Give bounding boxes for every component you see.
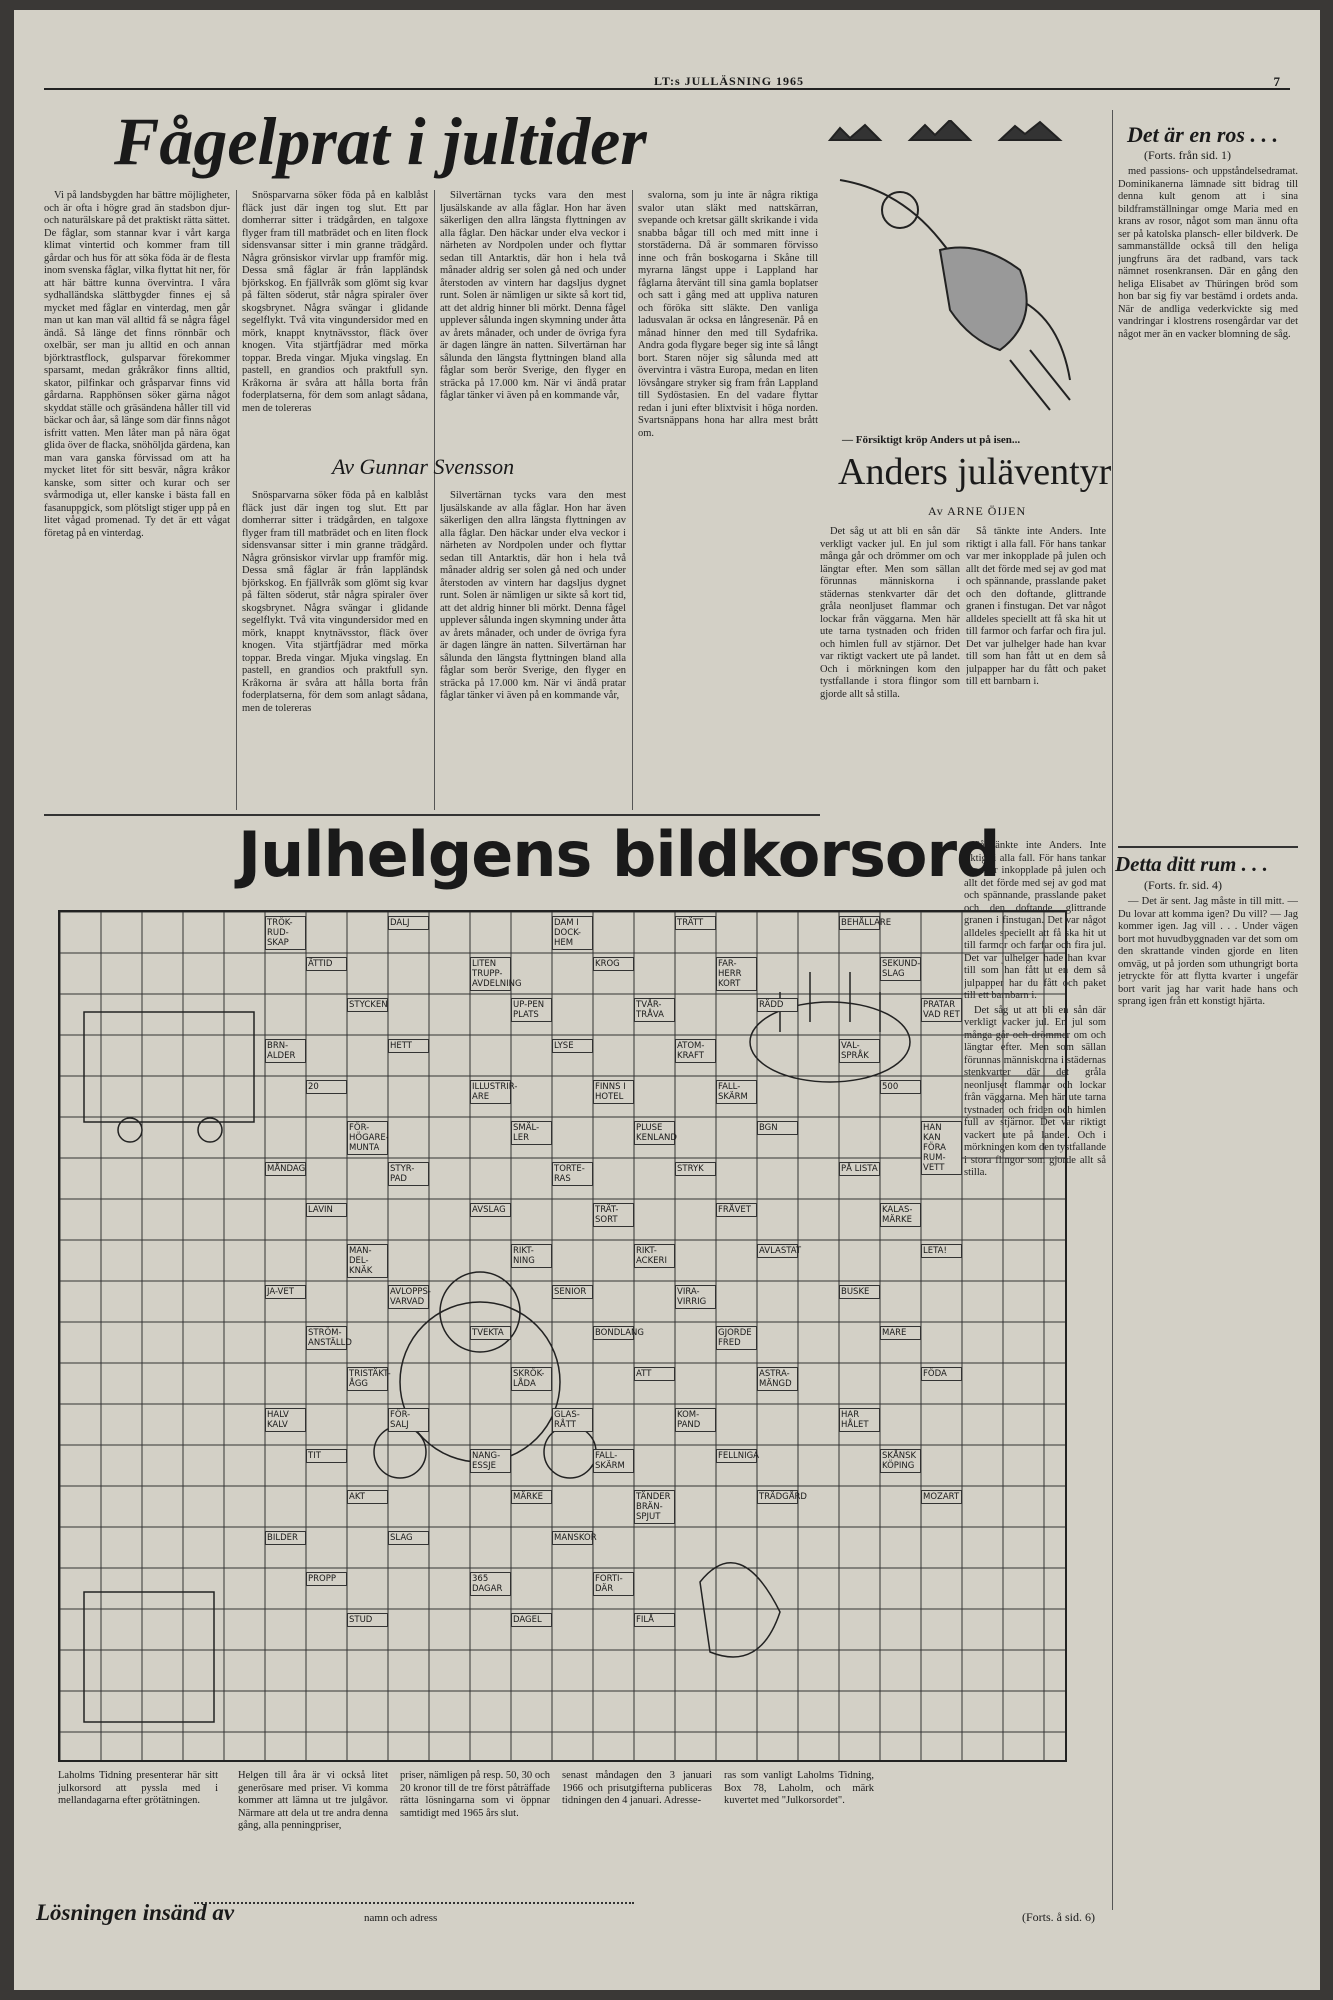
crossword-clue: TÄNDER BRÄN-SPJUT [634, 1490, 675, 1524]
article-text: Snösparvarna söker föda på en kalblåst fläck just där ingen tog slut. Ett par domherrar sitter i trädgården, en talgoxe flyger fram till matbrädet och en liten flock sidensvansar sitter i min granne trädgård. Några grönsiskor virvlar upp framför mig. Dessa små fåglar är från lappländsk björkskog. En fjällvråk som glömt sig kvar på fälten söderut, står några spiraler över skogsbrynet. Några svängar i glidande segelflykt. Två vita vingundersidor med en mörk, knappt knytnävsstor, fläck över knogen. Vita stjärtfjädrar med mörka toppar. Breda vingar. Mjuka vingslag. En pastell, en grandios och praktfull syn. Kråkorna är svåra att hålla borta från foderplatserna, för dem som anlagt sådana, men de tolereras [242, 190, 428, 414]
crossword-clue: STYR-PAD [388, 1162, 429, 1186]
crossword-clue: MANSKOR [554, 1533, 597, 1543]
crossword-clue: MOZART [921, 1490, 962, 1504]
story-column-2 [966, 526, 1106, 826]
crossword-clue: PÅ LISTA [839, 1162, 880, 1176]
crossword-clue: FÖR-SALJ [388, 1408, 429, 1432]
crossword-clue: AKT [347, 1490, 388, 1504]
crossword-clue: TRÄT-SORT [593, 1203, 634, 1227]
crossword-clue: SLAG [388, 1531, 429, 1545]
crossword-clue: MÅNDAG [267, 1164, 306, 1174]
crossword-clue: 500 [880, 1080, 921, 1094]
story-author: Av ARNE ÖIJEN [928, 504, 1027, 518]
story-column-1 [820, 526, 960, 826]
crossword-clue: PROPP [306, 1572, 347, 1586]
newspaper-page [14, 10, 1320, 1990]
crossword-clue: AVLOPPS-VARVAD [390, 1287, 431, 1307]
crossword-clue: RIKT-ACKERI [634, 1244, 675, 1268]
sidebar-subtitle-2: (Forts. fr. sid. 4) [1144, 878, 1222, 892]
article-byline: Av Gunnar Svensson [332, 454, 515, 479]
crossword-clue: FINNS I HOTEL [593, 1080, 634, 1104]
crossword-clue: 365 DAGAR [470, 1572, 511, 1596]
crossword-clue: FRÅVET [716, 1203, 757, 1217]
crossword-clue: BILDER [265, 1531, 306, 1545]
tree-silhouette [830, 125, 880, 140]
tree-silhouette [1000, 122, 1060, 140]
article-column-2 [242, 190, 428, 450]
page-header [14, 72, 1320, 90]
story-text: Det såg ut att bli en sån där verkligt vacker jul. En jul som många går och drömmer om och längtar efter. Men som sällan förunnas människorna i städernas stenkvarter där det gråla neonljuset flammar och lockar från väggarna. Men här ute tarna tystnaden och friden och himlen full av stjärnor. Det var riktigt vackert ute på landet. Och i mörkningen kom den tystfallande i stora flingor som gjorde allt så stilla. [964, 1004, 1106, 1178]
page-number: 7 [1273, 74, 1280, 89]
tree-silhouette [910, 120, 970, 140]
crossword-clue: TVEKTA [470, 1326, 511, 1340]
crossword-clue: FÖDA [921, 1367, 962, 1381]
crossword-clue: DALJ [388, 916, 429, 930]
sidebar-text-1 [1118, 166, 1298, 846]
crossword-clue: TRÄDGÅRD [759, 1492, 807, 1502]
crossword-clue: FALL-SKÄRM [716, 1080, 757, 1104]
story-text: Så tänkte inte Anders. Inte riktigt i alla fall. För hans tankar var mer inkopplade på julen och allt det förde med sej av god mat och spännande, prasslande paket och den doftande, glittrande granen i finstugan. Det var något alldeles speciellt att få ska hit ut till farmor och farfar och fira jul. Det var julhelger hade han kvar till som han fått ut en dem så julpapper har du fått och paket till ett barnbarn i. [964, 840, 1106, 1001]
train-illustration [84, 1012, 254, 1122]
sidebar-paragraph: — Det är sent. Jag måste in till mitt. — Du lovar att komma igen? Du vill? — Jag kommer igen. Jag vill . . . Under vägen bort mot huvudbyggnaden var det som om den skrattande vinden gjorde en liten omväg, ut på jorden som uthungrigt borta jetryckte för att flytta kvarter i ungefär bort varit jag har varit hade hans och sprang igen från ett konstigt hjärta. [1118, 896, 1298, 1007]
figure-head [882, 192, 918, 228]
crossword-clue: HETT [388, 1039, 429, 1053]
issue-label: LT:s JULLÄSNING 1965 [654, 74, 805, 88]
column-divider [632, 190, 633, 810]
sidebar-text-2 [1118, 896, 1298, 1896]
crossword-clue: VAL-SPRÅK [839, 1039, 880, 1063]
crossword-clue: LETA! [921, 1244, 962, 1258]
dancing-figure [700, 1563, 780, 1657]
crossword-clue: RIKT-NING [511, 1244, 552, 1268]
crossword-clue: ÄTTID [306, 957, 347, 971]
crossword-clue: MARE [880, 1326, 921, 1340]
solution-label: Lösningen insänd av [36, 1900, 235, 1925]
crossword-clue: STRÖM-ANSTÄLLD [308, 1328, 352, 1348]
crossword-clue: ASTRA-MÄNGD [757, 1367, 798, 1391]
sidebar-paragraph: med passions- och uppståndelsedramat. Dominikanerna lämnade sitt bidrag till denna kult genom att i sina bildframställningar omge Maria med en krans av rosor, något som man ännu ofta ser på katolska plansch- eller bildverk. De sammanställde också till den heliga jungfruns ära det radband, vars tack nämnet rosenkransen. Där en gång den heliga Elisabet av Thüringen bröd som hon bar sig fiy var bestämd i ordets anda. När de andliga vederkvickte sig med vandringar i klostrens rosengårdar var det något mer än en vacker blomning de såg. [1118, 166, 1298, 340]
crossword-clue: ATT [634, 1367, 675, 1381]
crossword-clue: BRN-ALDER [265, 1039, 306, 1063]
crossword-clue: BGN [757, 1121, 798, 1135]
sidebar-divider [1112, 110, 1113, 1910]
santa-face [440, 1272, 520, 1352]
crossword-clue: LYSE [552, 1039, 593, 1053]
figure-coat [940, 248, 1027, 351]
crossword-prizes: priser, nämligen på resp. 50, 30 och 20 kronor till de tre först påträffade rätta lösningarna som vi öppnar samtidigt med 1965 års slut. [400, 1770, 550, 1819]
article-column-4 [638, 190, 818, 810]
crossword-clue: TIT [306, 1449, 347, 1463]
crossword-clue: AVLASTAT [759, 1246, 802, 1256]
solution-entry-line[interactable] [194, 1902, 634, 1904]
crossword-clue: HALV KALV [265, 1408, 306, 1432]
article-text: Vi på landsbygden har bättre möjligheter, och är ofta i högre grad än stadsbon djur- och naturälskare på det praktiskt rätta sättet. De fåglar, som stannar kvar i vårt karga klimat vintertid och kommer fram till gårdar och hus för att söka föda är de flesta inom svenska fåglar, vilka flyttat hit ner, för att här bättre kunna övervintra. I våra sydhalländska slättbygder finnes ej så mycket med fåglar en vinterdag, men går man ut kan man väl alltid få se några fågel ändå. Så länge det finns rönnbär och oxelbär, ser man ju alltid en och annan björktrastflock, gulsparvar förekommer sparsamt, medan gråkråkor finns alltid, skator, pilfinkar och gråsparvar finns vid gårdarna. Rapphönsen söker gärna något skyddat ställe och gräsändena håller till vid bäckar och åar, så länge som där finns något isfritt vatten. Men låter man på nära ögat glida över de flacka, snöhöljda gärdena, kan man vara ganska förvissad om att ha mycket litet för sitt besvär, några kråkor kanske, som sitter och kurar och ser svårmodiga ut, eller kanske i bästa fall en fasanuppgick, som plötsligt stiger upp på en litet vågad promenad. Ty det är ett vågat företag på en vinterdag. [44, 190, 230, 539]
article-text: Silvertärnan tycks vara den mest ljusälskande av alla fåglar. Hon har även säkerligen den allra längsta flyttningen av alla fåglar. Den häckar under elva veckor i närheten av Nordpolen under och flyttar sedan till Antarktis, där hon i hela två månader aldrig ser solen gå ned och under återstoden av vintern har dagsljus dygnet runt. Solen är nämligen ur sikte så kort tid, att det aldrig hinner bli mörkt. Denna fågel upplever sålunda ingen skymning under åtta av årets månader, och under de övriga fyra är dagen längre än natten. Silvertärnan har sålunda den längsta flyttningen bland alla fåglar som berör Sverige, den flyger en sträcka på 17.000 km. När vi ändå pratar fåglar tänker vi även på en kommande vår, [440, 190, 626, 401]
crossword-clue: MAN-DEL-KNÄK [347, 1244, 388, 1278]
figure-legs [1010, 350, 1070, 410]
article-continued [242, 490, 626, 810]
sidebar-subtitle-1: (Forts. från sid. 1) [1144, 148, 1231, 162]
crossword-title: Julhelgens bildkorsord [238, 818, 1000, 891]
crossword-clue: BEHÅLLARE [841, 918, 892, 928]
crossword-clue: SKÅNSK KÖPING [880, 1449, 921, 1473]
crossword-clue: PLUSE KENLAND [636, 1123, 677, 1143]
column-divider [236, 190, 237, 810]
crossword-clue: FELLNIGA [718, 1451, 759, 1461]
crossword-intro: Laholms Tidning presenterar här sitt julkorsord att pyssla med i mellandagarna efter grötätningen. [58, 1770, 218, 1806]
crossword-clue: BUSKE [839, 1285, 880, 1299]
crossword-clue: ILLUSTRIR-ARE [472, 1082, 518, 1102]
crossword-clue: STUD [347, 1613, 388, 1627]
crossword-clue: FAR-HERR KORT [716, 957, 757, 991]
crossword-clue: TORTE-RAS [552, 1162, 593, 1186]
article-text: svalorna, som ju inte är några riktiga svalor utan släkt med nattskärran, svepande och kretsar gällt skrikande i vida snabba bågar till och med mitt inne i storstäderna. Då är sommaren förvisso inne och från boskogarna i Skåne till myrarna längst uppe i Lappland har fåglarna återvänt till sina gamla boplatser och satt i gång med att uppliva naturen och föröka sitt släkte. Den vanliga ladusvalan är ocksa en långresenär. På en månad hinner den med till Sydafrika. Andra goda flygare beger sig inte så långt bort. Staren nöjer sig sålunda med att övervintra i västra Europa, medan en liten lövsångare stryker sig fram från Lappland till Sydöstasien. En del vadare flyttar redan i juni efter blixtvisit i höga norden. Svartsnäppans hona har allra mest brått om. [638, 190, 818, 439]
crossword-clue: HAN KAN FÖRA RUM-VETT [921, 1121, 962, 1175]
sidebar-rule [1118, 846, 1298, 848]
crossword-clue: BONDLANG [595, 1328, 644, 1338]
story-text: Det såg ut att bli en sån där verkligt vacker jul. En jul som många går och drömmer om och längtar efter. Men som sällan förunnas människorna i städernas stenkvarter där det gråla neonljuset flammar och lockar från väggarna. Men här ute tarna tystnaden och friden och himlen full av stjärnor. Det var riktigt vackert ute på landet. Och i mörkningen kom den tystfallande i stora flingor som gjorde allt så stilla. [820, 526, 960, 700]
crossword-clue: FALL-SKÄRM [593, 1449, 634, 1473]
crossword-clue: TVÅR-TRÅVA [634, 998, 675, 1022]
crossword-clue: RÄDD [757, 998, 798, 1012]
article-headline: Fågelprat i jultider [114, 103, 647, 179]
crossword-clue: FILÅ [634, 1613, 675, 1627]
story-text: Så tänkte inte Anders. Inte riktigt i alla fall. För hans tankar var mer inkopplade på julen och allt det förde med sej av god mat och spännande, prasslande paket och den doftande, glittrande granen i finstugan. Det var något alldeles speciellt att få ska hit ut till farmor och farfar och fira jul. Det var julhelger hade han kvar till som han fått ut en dem så julpapper har du fått och paket till ett barnbarn i. [966, 526, 1106, 687]
crossword-clue: KROG [593, 957, 634, 971]
crossword-clue: TRÖK-RUD-SKAP [265, 916, 306, 950]
crossword-clue: GLAS-RÅTT [552, 1408, 593, 1432]
crossword-clue: TRISTÄKT-ÅGG [349, 1369, 391, 1389]
crossword-clue: 20 [306, 1080, 347, 1094]
crossword-grid [58, 910, 1067, 1762]
crossword-clue: GJORDE FRED [716, 1326, 757, 1350]
crossword-clue: KOM-PAND [675, 1408, 716, 1432]
crossword-clue: FORTI-DÄR [593, 1572, 634, 1596]
crossword-clue: SMÄL-LER [511, 1121, 552, 1145]
crossword-clue: AVSLAG [470, 1203, 511, 1217]
crossword-clue: STRYK [675, 1162, 716, 1176]
skating-illustration [820, 120, 1100, 430]
sidebar-title-1: Det är en ros . . . [1127, 122, 1278, 147]
crossword-clue: HAR HÅLET [839, 1408, 880, 1432]
illustration-caption: — Försiktigt kröp Anders ut på isen... [842, 434, 1021, 446]
crossword-clue: SENIOR [552, 1285, 593, 1299]
article-column-1 [44, 190, 230, 810]
crossword-clue: ATOM-KRAFT [675, 1039, 716, 1063]
crossword-prizes: Helgen till åra är vi också litet generösare med priser. Vi komma kommer att lämna ut tre julgåvor. Närmare att dela ut tre andra denna gång, alla penningpriser, [238, 1770, 388, 1831]
crossword-clue: STYCKEN [349, 1000, 388, 1010]
crossword-clue: LAVIN [306, 1203, 347, 1217]
advent-wreath [750, 1002, 910, 1082]
continuation-note: (Forts. å sid. 6) [1022, 1910, 1095, 1924]
crossword-clue: NANG-ESSJE [470, 1449, 511, 1473]
crossword-clue: LITEN TRUPP-AVDELNING [472, 959, 522, 989]
crossword-clue: DAGEL [511, 1613, 552, 1627]
article-column-3 [440, 190, 626, 450]
dessert-illustration [84, 1592, 214, 1722]
crossword-clue: SKRÖK-LÅDA [511, 1367, 552, 1391]
crossword-clue: FÖR-HÖGARE-MUNTA [349, 1123, 389, 1153]
crossword-address: ras som vanligt Laholms Tidning, Box 78, Laholm, och märk kuvertet med "Julkorsordet". [724, 1770, 874, 1806]
crossword-clue: MÄRKE [511, 1490, 552, 1504]
crossword-clue: TRÄTT [675, 916, 716, 930]
name-address-label: namn och adress [364, 1912, 438, 1924]
article-text: Silvertärnan tycks vara den mest ljusälskande av alla fåglar. Hon har även säkerligen den allra längsta flyttningen av alla fåglar. Den häckar under elva veckor i närheten av Nordpolen under och flyttar sedan till Antarktis, där hon i hela två månader aldrig ser solen gå ned och under återstoden av vintern har dagsljus dygnet runt. Solen är nämligen ur sikte så kort tid, att det aldrig hinner bli mörkt. Denna fågel upplever sålunda ingen skymning under åtta av årets månader, och under de övriga fyra är dagen längre än natten. Silvertärnan har sålunda den längsta flyttningen bland alla fåglar som berör Sverige, den flyger en sträcka på 17.000 km. När vi ändå pratar fåglar tänker vi även på en kommande vår, [440, 490, 626, 701]
crossword-clue: VIRA-VIRRIG [675, 1285, 716, 1309]
sidebar-title-2: Detta ditt rum . . . [1115, 852, 1268, 876]
elf-head [374, 1426, 426, 1478]
crossword-clue: DAM I DOCK-HEM [552, 916, 593, 950]
crossword-clue: UP-PEN PLATS [511, 998, 552, 1022]
crossword-clue: JA-VET [265, 1285, 306, 1299]
crossword-clue: PRATAR VAD RET [921, 998, 962, 1022]
crossword-clue: SEKUND-SLAG [882, 959, 921, 979]
section-rule [44, 814, 820, 816]
crossword-clue: KALAS-MÄRKE [880, 1203, 921, 1227]
article-text: Snösparvarna söker föda på en kalblåst fläck just där ingen tog slut. Ett par domherrar sitter i trädgården, en talgoxe flyger fram till matbrädet och en liten flock sidensvansar sitter i min granne trädgård. Några grönsiskor virvlar upp framför mig. Dessa små fåglar är från lappländsk björkskog. En fjällvråk som glömt sig kvar på fälten söderut, står några spiraler över skogsbrynet. Några svängar i glidande segelflykt. Två vita vingundersidor med en mörk, knappt knytnävsstor, fläck över knogen. Vita stjärtfjädrar med mörka toppar. Breda vingar. Mjuka vingslag. En pastell, en grandios och praktfull syn. Kråkorna är svåra att hålla borta från foderplatserna, för dem som anlagt sådana, men de tolereras [242, 490, 428, 714]
story-title: Anders juläventyr [838, 451, 1112, 493]
crossword-deadline: senast måndagen den 3 januari 1966 och prisutgifterna publiceras tidningen den 4 januari. Adresse- [562, 1770, 712, 1806]
